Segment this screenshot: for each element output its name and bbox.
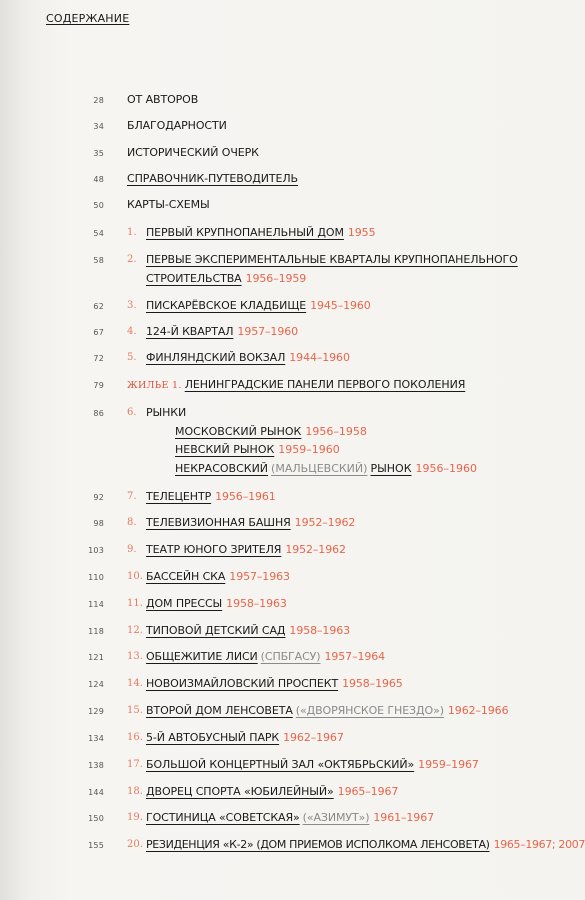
entry-index: 18.	[127, 786, 143, 797]
entry-title: ДОМ ПРЕССЫ	[146, 597, 223, 610]
entry-alt-name: («ДВОРЯНСКОЕ ГНЕЗДО»)	[295, 704, 444, 717]
entry-title: 124-Й КВАРТАЛ	[146, 325, 234, 338]
entry-years: 1957–1963	[229, 570, 290, 583]
sub-entry-years: 1956–1958	[305, 425, 367, 438]
page-number: 62	[93, 302, 104, 311]
page-number: 110	[88, 573, 104, 582]
entry-title: СПРАВОЧНИК-ПУТЕВОДИТЕЛЬ	[127, 172, 298, 185]
sub-entry-years: 1959–1960	[278, 443, 340, 456]
page-number: 150	[88, 814, 104, 823]
page-number: 28	[93, 96, 104, 105]
entry-years: 1945–1960	[310, 299, 371, 312]
entry-index: 4.	[127, 326, 137, 337]
page-number: 134	[88, 734, 104, 743]
entry-index: 2.	[127, 254, 137, 265]
page-number: 72	[93, 354, 104, 363]
entry-index: 11.	[127, 598, 143, 609]
entry-index: 7.	[127, 491, 137, 502]
entry-years: 1958–1965	[342, 677, 403, 690]
page-number: 114	[88, 600, 104, 609]
sub-entry-title: НЕКРАСОВСКИЙ	[175, 462, 269, 475]
entry-title: ПЕРВЫЕ ЭКСПЕРИМЕНТАЛЬНЫЕ КВАРТАЛЫ КРУПНОПАНЕЛЬНОГО	[146, 253, 518, 266]
entry-index: 1.	[127, 227, 137, 238]
sub-entry-moskovsky[interactable]	[175, 423, 367, 441]
sub-entry-title-after: РЫНОК	[370, 462, 412, 475]
entry-title: ОБЩЕЖИТИЕ ЛИСИ	[146, 650, 258, 663]
entry-title: ОТ АВТОРОВ	[127, 93, 199, 106]
entry-years: 1952–1962	[294, 516, 356, 529]
entry-years: 1965–1967; 2007	[493, 838, 585, 851]
entry-alt-name: («АЗИМУТ»)	[302, 811, 370, 824]
entry-title: ЛЕНИНГРАДСКИЕ ПАНЕЛИ ПЕРВОГО ПОКОЛЕНИЯ	[184, 378, 466, 391]
entry-title-continued: СТРОИТЕЛЬСТВА	[146, 272, 242, 285]
page-number: 67	[93, 328, 104, 337]
entry-index: 3.	[127, 300, 137, 311]
page-number: 34	[93, 122, 104, 131]
entry-title: НОВОИЗМАЙЛОВСКИЙ ПРОСПЕКТ	[146, 677, 339, 690]
entry-index: 8.	[127, 517, 137, 528]
entry-title: ПЕРВЫЙ КРУПНОПАНЕЛЬНЫЙ ДОМ	[146, 226, 344, 239]
entry-years: 1956–1961	[215, 490, 276, 503]
entry-title: ТИПОВОЙ ДЕТСКИЙ САД	[146, 624, 286, 637]
entry-title: ДВОРЕЦ СПОРТА «ЮБИЛЕЙНЫЙ»	[146, 785, 334, 798]
entry-index: 20.	[127, 839, 143, 850]
entry-index: 17.	[127, 759, 143, 770]
page-number: 79	[93, 381, 104, 390]
page-number: 54	[93, 229, 104, 238]
entry-title: ГОСТИНИЦА «СОВЕТСКАЯ»	[146, 811, 300, 824]
entry-years: 1958–1963	[289, 624, 351, 637]
sub-entry-title: НЕВСКИЙ РЫНОК	[175, 443, 275, 456]
entry-title: 5-Й АВТОБУСНЫЙ ПАРК	[146, 731, 280, 744]
entry-years: 1965–1967	[337, 785, 399, 798]
entry-years: 1955	[347, 226, 376, 239]
page-number: 124	[88, 680, 104, 689]
sub-entry-title: МОСКОВСКИЙ РЫНОК	[175, 425, 302, 438]
entry-title: ФИНЛЯНДСКИЙ ВОКЗАЛ	[146, 351, 286, 364]
page-number: 144	[88, 788, 104, 797]
page-number: 92	[93, 493, 104, 502]
entry-years: 1958–1963	[226, 597, 287, 610]
entry-title: ВТОРОЙ ДОМ ЛЕНСОВЕТА	[146, 704, 293, 717]
entry-index: 12.	[127, 625, 143, 636]
page-number: 48	[93, 175, 104, 184]
page-number: 103	[88, 546, 104, 555]
page-number: 138	[88, 761, 104, 770]
entry-index: 13.	[127, 651, 143, 662]
entry-years: 1961–1967	[373, 811, 434, 824]
sub-entry-nevsky[interactable]	[175, 441, 340, 459]
sub-entry-nekrasovsky[interactable]	[175, 460, 477, 478]
entry-title: БОЛЬШОЙ КОНЦЕРТНЫЙ ЗАЛ «ОКТЯБРЬСКИЙ»	[146, 758, 415, 771]
entry-alt-name: (СПБГАСУ)	[260, 650, 321, 663]
sub-entry-years: 1956–1960	[415, 462, 478, 475]
page-number: 58	[93, 256, 104, 265]
entry-years: 1944–1960	[289, 351, 350, 364]
entry-title: БАССЕЙН СКА	[146, 570, 226, 583]
page-number: 35	[93, 149, 104, 158]
entry-title: КАРТЫ-СХЕМЫ	[127, 198, 210, 211]
page-number: 98	[93, 519, 104, 528]
section-label: ЖИЛЬЕ 1.	[127, 380, 182, 391]
entry-years: 1957–1960	[237, 325, 299, 338]
page-number: 118	[88, 627, 104, 636]
entry-years: 1957–1964	[324, 650, 386, 663]
entry-title: ИСТОРИЧЕСКИЙ ОЧЕРК	[127, 146, 259, 159]
entry-index: 19.	[127, 812, 143, 823]
entry-index: 16.	[127, 732, 143, 743]
entry-index: 14.	[127, 678, 143, 689]
entry-years: 1952–1962	[285, 543, 346, 556]
page-number: 86	[93, 409, 104, 418]
sub-entry-alt-name: (МАЛЬЦЕВСКИЙ)	[271, 462, 368, 475]
page-title: СОДЕРЖАНИЕ	[46, 12, 130, 25]
entry-years: 1962–1967	[283, 731, 344, 744]
page-number: 129	[88, 707, 104, 716]
entry-index: 15.	[127, 705, 143, 716]
entry-title: ПИСКАРЁВСКОЕ КЛАДБИЩЕ	[146, 299, 307, 312]
entry-title: РЕЗИДЕНЦИЯ «К-2» (ДОМ ПРИЕМОВ ИСПОЛКОМА ЛЕНСОВЕТА)	[146, 838, 490, 851]
entry-years: 1959–1967	[418, 758, 479, 771]
entry-years: 1956–1959	[245, 272, 307, 285]
page-number: 50	[93, 201, 104, 210]
entry-title: ТЕАТР ЮНОГО ЗРИТЕЛЯ	[146, 543, 282, 556]
entry-index: 9.	[127, 544, 137, 555]
entry-index: 5.	[127, 352, 137, 363]
entry-title: РЫНКИ	[146, 406, 187, 419]
entry-index: 10.	[127, 571, 143, 582]
entry-years: 1962–1966	[447, 704, 509, 717]
entry-title: БЛАГОДАРНОСТИ	[127, 119, 227, 132]
page-number: 121	[88, 653, 104, 662]
entry-title: ТЕЛЕЦЕНТР	[146, 490, 212, 503]
entry-index: 6.	[127, 407, 137, 418]
entry-title: ТЕЛЕВИЗИОННАЯ БАШНЯ	[146, 516, 291, 529]
page-number: 155	[88, 841, 104, 850]
